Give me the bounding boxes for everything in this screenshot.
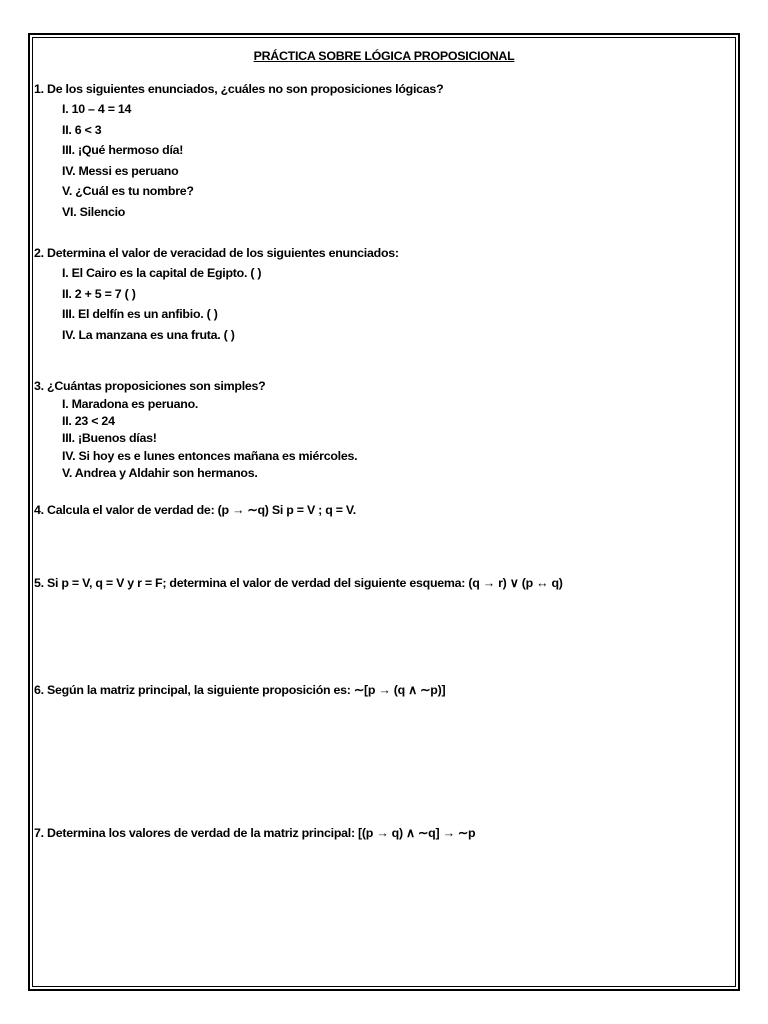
q2-item: I. El Cairo es la capital de Egipto. ( ): [62, 266, 262, 280]
question-7: 7. Determina los valores de verdad de la matriz principal: [(p → q) ∧ ∼q] → ∼p: [34, 826, 476, 840]
question-3: 3. ¿Cuántas proposiciones son simples?: [34, 379, 266, 393]
q3-item: II. 23 < 24: [62, 414, 115, 428]
q1-item: VI. Silencio: [62, 205, 126, 219]
question-6: 6. Según la matriz principal, la siguiente proposición es: ∼[p → (q ∧ ∼p)]: [34, 683, 446, 697]
question-5: 5. Si p = V, q = V y r = F; determina el valor de verdad del siguiente esquema: (q → r) ∨ (p ↔ q): [34, 576, 563, 590]
q3-item: IV. Si hoy es e lunes entonces mañana es miércoles.: [62, 449, 358, 463]
q1-item: II. 6 < 3: [62, 123, 102, 137]
question-1: 1. De los siguientes enunciados, ¿cuáles no son proposiciones lógicas?: [34, 82, 444, 96]
q3-item: III. ¡Buenos días!: [62, 431, 157, 445]
q1-item: III. ¡Qué hermoso día!: [62, 143, 184, 157]
q3-item: V. Andrea y Aldahir son hermanos.: [62, 466, 258, 480]
q2-item: III. El delfín es un anfibio. ( ): [62, 307, 218, 321]
page-title: PRÁCTICA SOBRE LÓGICA PROPOSICIONAL: [253, 49, 515, 63]
q1-item: IV. Messi es peruano: [62, 164, 179, 178]
q2-item: IV. La manzana es una fruta. ( ): [62, 328, 235, 342]
q1-item: I. 10 – 4 = 14: [62, 102, 132, 116]
q3-item: I. Maradona es peruano.: [62, 397, 199, 411]
question-2: 2. Determina el valor de veracidad de los siguientes enunciados:: [34, 246, 399, 260]
q2-item: II. 2 + 5 = 7 ( ): [62, 287, 136, 301]
question-4: 4. Calcula el valor de verdad de: (p → ∼q) Si p = V ; q = V.: [34, 503, 356, 517]
q1-item: V. ¿Cuál es tu nombre?: [62, 184, 194, 198]
